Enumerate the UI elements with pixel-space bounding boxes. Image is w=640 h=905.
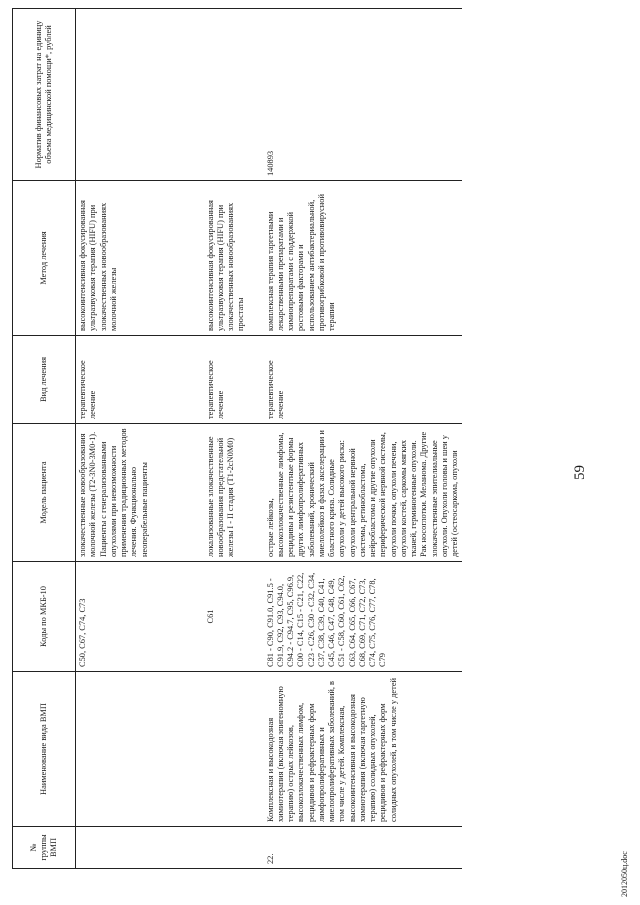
- cell-financial-norm: 140893: [264, 9, 463, 181]
- cell-vmp-name: [76, 672, 204, 827]
- cell-patient-model: локализованные злокачественные новообразования предстательной железы I - II стадия (T1-2cN0M0): [204, 424, 264, 562]
- cell-financial-norm: [204, 9, 264, 181]
- cell-treatment-type: терапевтическое лечение: [204, 336, 264, 424]
- cell-treatment-method: высокоинтенсивная фокусированная ультразвуковая терапия (HIFU) при злокачественных новообразованиях молочной железы: [76, 181, 204, 336]
- header-patient-model: Модель пациента: [13, 424, 76, 562]
- cell-patient-model: острые лейкозы, высокозлокачественные лимфомы, рецидивы и резистентные формы других лимфопролиферативных заболеваний, хронический миелолейкоз в фазах акселерации и бластного криза. Солидные опухоли у детей высокого риска: опухоли центральной нервной системы, ретинобластома, нейробластома и другие опухоли периферической нервной системы, опухоли почки, опухоли печени, опухоли костей, саркомы мягких тканей, герминогенные опухоли. Рак носоглотки. Меланома. Другие злокачественные эпителиальные опухоли. Опухоли головы и шеи у детей (остеосаркома, опухоли: [264, 424, 463, 562]
- footer-document-name: 2012050ц.doc: [620, 851, 629, 897]
- cell-treatment-method: высокоинтенсивная фокусированная ультразвуковая терапия (HIFU) при злокачественных новообразованиях простаты: [204, 181, 264, 336]
- cell-treatment-type: терапевтическое лечение: [264, 336, 463, 424]
- header-treatment-type: Вид лечения: [13, 336, 76, 424]
- cell-group-number: [76, 827, 204, 869]
- cell-vmp-name: [204, 672, 264, 827]
- vmp-table: [12, 8, 462, 869]
- table-row: [204, 9, 264, 869]
- cell-treatment-type: терапевтическое лечение: [76, 336, 204, 424]
- cell-vmp-name: Комплексная и высокодозная химиотерапия (включая эпигеномную терапию) острых лейкозов, высокозлокачественных лимфом, рецидивов и рефрактерных форм лимфопролиферативных и миелопролиферативных заболеваний, в том числе у детей. Комплексная, высокоинтенсивная и высокодозная химиотерапия (включая таргетную терапию) солидных опухолей, рецидивов и рефрактерных форм солидных опухолей, в том числе у детей: [264, 672, 463, 827]
- header-icd-codes: Коды по МКБ-10: [13, 562, 76, 672]
- header-treatment-method: Метод лечения: [13, 181, 76, 336]
- cell-group-number: [204, 827, 264, 869]
- cell-treatment-method: комплексная терапия таргетными лекарственными препаратами и химиопрепаратами с поддержкой ростовыми факторами и использованием антибактериальной, противогрибковой и противовирусной терапии: [264, 181, 463, 336]
- table-row: [264, 9, 463, 869]
- cell-icd-codes: C81 - C90, C91.0, C91.5 - C91.9, C92, C93, C94.0, C94.2 - C94.7, C95, C96.9, C00 - C14, C15 - C21, C22, C23 - C26, C30 - C32, C34, C37, C38, C39, C40, C41, C45, C46, C47, C48, C49, C51 - C58, C60, C61, C62, C63, C64, C65, C66, C67, C68, C69, C71, C72, C73, C74, C75, C76, C77, C78, C79: [264, 562, 463, 672]
- header-vmp-name: Наименование вида ВМП: [13, 672, 76, 827]
- table-row: [76, 9, 204, 869]
- page-number: 59: [572, 465, 588, 480]
- cell-icd-codes: C61: [204, 562, 264, 672]
- table-header-row: [13, 9, 76, 869]
- cell-icd-codes: C50, C67, C74, C73: [76, 562, 204, 672]
- cell-group-number: 22.: [264, 827, 463, 869]
- header-group-number: № группы ВМП: [13, 827, 76, 869]
- cell-financial-norm: [76, 9, 204, 181]
- cell-patient-model: злокачественные новообразования молочной железы (T2-3N0-3M0-1). Пациенты с генерализованными опухолями при невозможности применения традиционных методов лечения. Функционально неоперабельные пациенты: [76, 424, 204, 562]
- header-financial-norm: Норматив финансовых затрат на единицу объема медицинской помощи*, рублей: [13, 9, 76, 181]
